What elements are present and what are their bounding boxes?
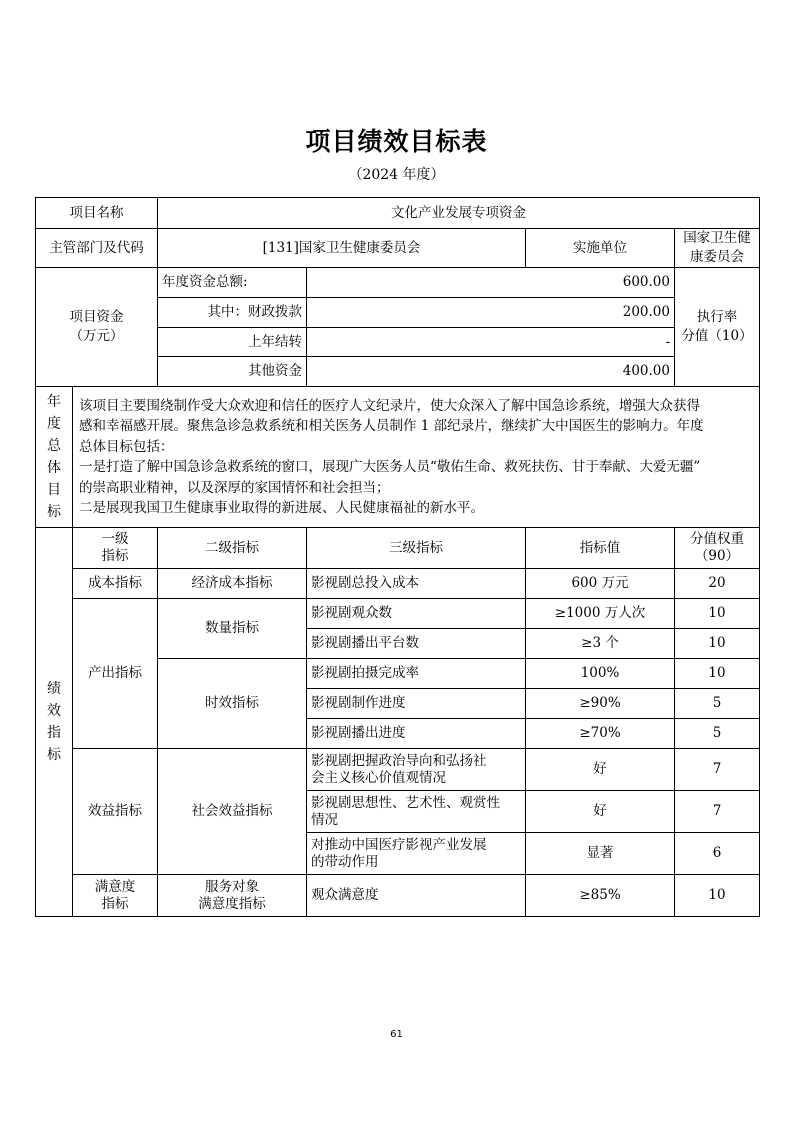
execution-rate-label xyxy=(675,268,760,387)
benefit-value: 显著 xyxy=(526,833,675,875)
funds-carryover-label: 上年结转 xyxy=(158,328,307,357)
annual-goal-label xyxy=(36,387,73,528)
output-level1: 产出指标 xyxy=(73,599,158,749)
funds-carryover-value: - xyxy=(307,328,675,357)
benefit-level3-line2: 的带动作用 xyxy=(311,853,379,870)
satisfaction-value: ≥85% xyxy=(526,875,675,917)
indicator-label-char: 标 xyxy=(47,747,61,763)
benefit-weight: 7 xyxy=(675,749,760,791)
page-number: 61 xyxy=(390,1029,403,1040)
timeliness-level3: 影视剧播出进度 xyxy=(307,719,526,749)
goal-label-char: 年 xyxy=(47,394,61,410)
benefit-level3 xyxy=(307,791,526,833)
header-level1 xyxy=(73,528,158,569)
table-row xyxy=(36,569,760,599)
goal-line: 总体目标包括： xyxy=(79,438,174,455)
timeliness-weight: 5 xyxy=(675,689,760,719)
goal-label-char: 度 xyxy=(47,416,61,432)
timeliness-weight: 10 xyxy=(675,659,760,689)
goal-line: 感和幸福感开展。聚焦急诊急救系统和相关医务人员制作 1 部纪录片，继续扩大中国医生的影响力。年度 xyxy=(79,418,704,434)
page-subtitle: （2024 年度） xyxy=(348,167,445,183)
timeliness-value: 100% xyxy=(526,659,675,689)
satisfaction-level1 xyxy=(73,875,158,917)
timeliness-weight: 5 xyxy=(675,719,760,749)
header-level1-line1: 一级 xyxy=(101,531,129,547)
quantity-weight: 10 xyxy=(675,629,760,659)
quantity-level3: 影视剧播出平台数 xyxy=(307,629,526,659)
satisfaction-level3: 观众满意度 xyxy=(307,875,526,917)
execution-rate-line2: 分值（10） xyxy=(681,328,753,344)
goal-line: 二是展现我国卫生健康事业取得的新进展、人民健康福祉的新水平。 xyxy=(79,500,484,516)
timeliness-value: ≥90% xyxy=(526,689,675,719)
funds-total-row xyxy=(36,268,760,298)
header-weight-line2: （90） xyxy=(694,548,740,564)
funds-fiscal-label: 其中：财政拨款 xyxy=(158,298,307,328)
satisfaction-level2 xyxy=(158,875,307,917)
department-value: [131]国家卫生健康委员会 xyxy=(158,229,526,268)
satisfaction-level2-line1: 服务对象 xyxy=(205,878,259,895)
benefit-weight: 6 xyxy=(675,833,760,875)
project-name-value: 文化产业发展专项资金 xyxy=(158,198,760,229)
benefit-level3-line2: 情况 xyxy=(311,811,338,828)
department-row xyxy=(36,229,760,268)
indicator-label-char: 效 xyxy=(47,703,61,719)
indicator-header-row xyxy=(36,528,760,569)
funds-total-value: 600.00 xyxy=(307,268,675,298)
benefit-level3-line1: 影视剧思想性、艺术性、观赏性 xyxy=(311,794,500,811)
goal-label-char: 标 xyxy=(47,504,61,520)
implementing-unit-value: 国家卫生健康委员会 xyxy=(675,229,760,268)
header-weight xyxy=(675,528,760,569)
project-funds-label-line1: 项目资金 xyxy=(69,309,124,325)
goal-label-char: 总 xyxy=(47,438,61,454)
table-row xyxy=(36,875,760,917)
annual-goal-text xyxy=(73,387,760,528)
annual-goal-row xyxy=(36,387,760,528)
header-weight-line1: 分值权重 xyxy=(690,531,744,547)
header-level2: 二级指标 xyxy=(158,528,307,569)
table-row xyxy=(36,749,760,791)
cost-level2: 经济成本指标 xyxy=(158,569,307,599)
quantity-value: ≥1000 万人次 xyxy=(526,599,675,629)
quantity-level3: 影视剧观众数 xyxy=(307,599,526,629)
indicator-label-char: 绩 xyxy=(47,681,61,697)
benefit-level2: 社会效益指标 xyxy=(158,749,307,875)
benefit-value: 好 xyxy=(526,749,675,791)
timeliness-value: ≥70% xyxy=(526,719,675,749)
indicator-label-char: 指 xyxy=(47,725,61,741)
cost-weight: 20 xyxy=(675,569,760,599)
satisfaction-level1-line1: 满意度 xyxy=(94,878,136,895)
satisfaction-level2-line2: 满意度指标 xyxy=(198,895,266,912)
performance-indicators-label xyxy=(36,528,73,917)
performance-target-table xyxy=(35,197,760,917)
benefit-level1: 效益指标 xyxy=(73,749,158,875)
cost-level1: 成本指标 xyxy=(73,569,158,599)
goal-label-char: 目 xyxy=(47,482,61,498)
project-name-row xyxy=(36,198,760,229)
funds-other-value: 400.00 xyxy=(307,357,675,387)
project-name-label: 项目名称 xyxy=(36,198,158,229)
quantity-level2: 数量指标 xyxy=(158,599,307,659)
benefit-value: 好 xyxy=(526,791,675,833)
header-level1-line2: 指标 xyxy=(101,548,129,564)
goal-label-char: 体 xyxy=(47,460,61,476)
benefit-level3-line1: 影视剧把握政治导向和弘扬社 xyxy=(311,752,487,769)
funds-fiscal-value: 200.00 xyxy=(307,298,675,328)
implementing-unit-label: 实施单位 xyxy=(526,229,675,268)
quantity-weight: 10 xyxy=(675,599,760,629)
department-label: 主管部门及代码 xyxy=(36,229,158,268)
cost-level3: 影视剧总投入成本 xyxy=(307,569,526,599)
benefit-weight: 7 xyxy=(675,791,760,833)
benefit-level3 xyxy=(307,833,526,875)
execution-rate-line1: 执行率 xyxy=(696,309,738,325)
benefit-level3-line2: 会主义核心价值观情况 xyxy=(311,769,446,786)
table-row xyxy=(36,599,760,629)
benefit-level3-line1: 对推动中国医疗影视产业发展 xyxy=(311,836,487,853)
timeliness-level3: 影视剧拍摄完成率 xyxy=(307,659,526,689)
timeliness-level2: 时效指标 xyxy=(158,659,307,749)
header-level3: 三级指标 xyxy=(307,528,526,569)
project-funds-label xyxy=(36,268,158,387)
benefit-level3 xyxy=(307,749,526,791)
timeliness-level3: 影视剧制作进度 xyxy=(307,689,526,719)
satisfaction-level1-line2: 指标 xyxy=(101,895,129,912)
header-value: 指标值 xyxy=(526,528,675,569)
project-funds-label-line2: （万元） xyxy=(69,328,124,344)
quantity-value: ≥3 个 xyxy=(526,629,675,659)
funds-total-label: 年度资金总额: xyxy=(158,268,307,298)
goal-line: 的崇高职业精神，以及深厚的家国情怀和社会担当； xyxy=(79,479,390,496)
cost-value: 600 万元 xyxy=(526,569,675,599)
page-title: 项目绩效目标表 xyxy=(305,127,488,156)
goal-line: 一是打造了解中国急诊急救系统的窗口，展现广大医务人员“敬佑生命、救死扶伤、甘于奉献、大爱无疆” xyxy=(79,459,701,475)
goal-line: 该项目主要围绕制作受大众欢迎和信任的医疗人文纪录片，使大众深入了解中国急诊系统，增强大众获得 xyxy=(79,397,700,414)
satisfaction-weight: 10 xyxy=(675,875,760,917)
funds-other-label: 其他资金 xyxy=(158,357,307,387)
